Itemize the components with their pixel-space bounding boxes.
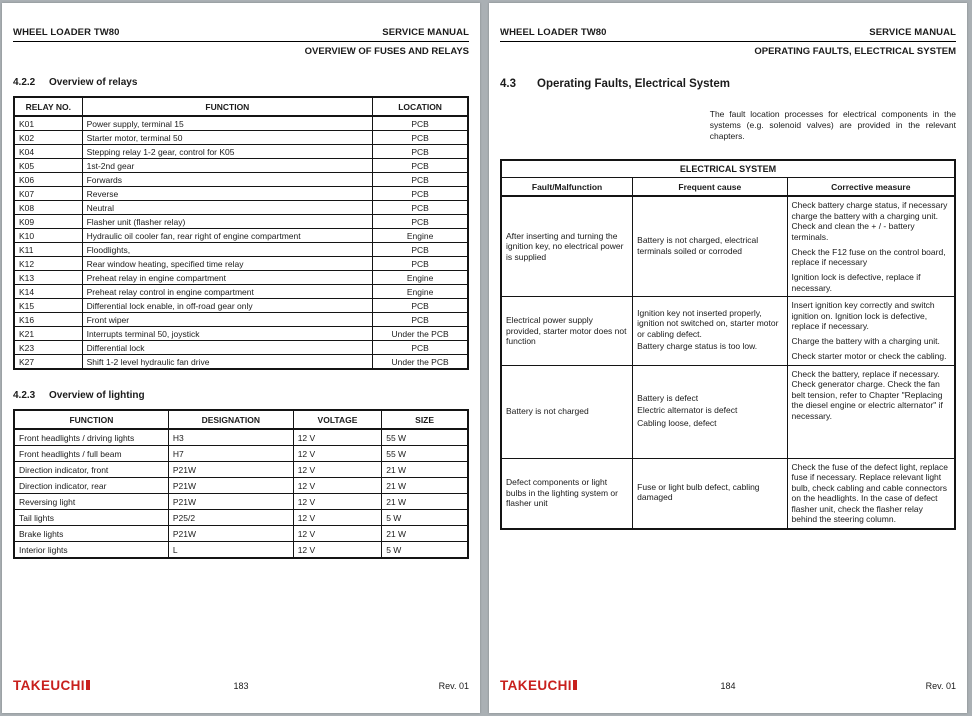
chapter-subtitle: OPERATING FAULTS, ELECTRICAL SYSTEM <box>754 46 956 57</box>
takeuchi-logo: TAKEUCHI <box>13 678 90 693</box>
chapter-subtitle: OVERVIEW OF FUSES AND RELAYS <box>304 46 469 57</box>
manual-label: SERVICE MANUAL <box>382 27 469 38</box>
fault-cell: Defect components or light bulbs in the lighting system or flasher unit <box>501 458 633 529</box>
page-header <box>13 27 469 42</box>
cause-paragraph: Battery is defect <box>637 392 699 403</box>
table-row <box>14 285 468 299</box>
light-function-cell: Tail lights <box>14 510 168 526</box>
light-function-cell: Direction indicator, rear <box>14 478 168 494</box>
relay-location-cell: PCB <box>373 145 468 159</box>
relay-location-cell: PCB <box>373 299 468 313</box>
relay-no-cell: K13 <box>14 271 82 285</box>
table-row <box>14 173 468 187</box>
relay-no-cell: K08 <box>14 201 82 215</box>
relay-location-cell: PCB <box>373 131 468 145</box>
table-row <box>14 116 468 131</box>
fault-cell: After inserting and turning the ignition key, no electrical power is supplied <box>501 196 633 297</box>
page-number: 184 <box>720 680 736 691</box>
fault-cell: Electrical power supply provided, starter motor does not function <box>501 297 633 366</box>
table-row <box>14 145 468 159</box>
cause-paragraph: Ignition key not inserted properly, ignition not switched on, starter motor or cabling defect. <box>637 307 779 339</box>
light-function-cell: Brake lights <box>14 526 168 542</box>
table-row <box>14 494 468 510</box>
relay-no-cell: K04 <box>14 145 82 159</box>
relay-no-cell: K12 <box>14 257 82 271</box>
light-function-cell: Front headlights / full beam <box>14 446 168 462</box>
table-row <box>14 462 468 478</box>
measure-paragraph: Ignition lock is defective, replace if necessary. <box>791 272 921 293</box>
table-row <box>14 257 468 271</box>
measure-paragraph: Check the F12 fuse on the control board, replace if necessary <box>791 246 946 267</box>
measure-paragraph: Charge the battery with a charging unit. <box>791 336 940 346</box>
relay-no-cell: K02 <box>14 131 82 145</box>
relay-function-cell: Differential lock <box>82 341 373 355</box>
relay-location-cell: PCB <box>373 243 468 257</box>
relay-function-cell: Differential lock enable, in off-road gear only <box>82 299 373 313</box>
relay-no-cell: K07 <box>14 187 82 201</box>
relay-function-cell: Forwards <box>82 173 373 187</box>
table-row <box>501 297 955 366</box>
table-row <box>14 429 468 446</box>
relay-location-cell: PCB <box>373 201 468 215</box>
page-footer <box>500 678 956 693</box>
page-footer <box>13 678 469 693</box>
cause-paragraph: Electric alternator is defect <box>637 405 738 416</box>
table-row <box>501 196 955 297</box>
relay-no-cell: K16 <box>14 313 82 327</box>
relay-no-cell: K23 <box>14 341 82 355</box>
relay-location-cell: PCB <box>373 116 468 131</box>
light-voltage-cell: 12 V <box>293 446 382 462</box>
relay-function-cell: Reverse <box>82 187 373 201</box>
relay-location-cell: Under the PCB <box>373 327 468 341</box>
col-header-voltage: VOLTAGE <box>293 410 382 429</box>
section-title: Operating Faults, Electrical System <box>537 78 731 90</box>
fault-cell: Battery is not charged <box>501 365 633 458</box>
col-header-function: FUNCTION <box>82 97 373 116</box>
table-row <box>14 159 468 173</box>
section-heading-operating-faults <box>500 78 956 90</box>
relay-location-cell: PCB <box>373 159 468 173</box>
measure-cell <box>787 365 955 458</box>
section-heading-relays <box>13 77 469 88</box>
col-header-measure: Corrective measure <box>787 178 955 197</box>
table-row <box>14 355 468 370</box>
light-size-cell: 5 W <box>382 542 468 559</box>
light-voltage-cell: 12 V <box>293 510 382 526</box>
table-row <box>14 229 468 243</box>
page-right <box>489 3 967 713</box>
relay-location-cell: PCB <box>373 173 468 187</box>
light-designation-cell: L <box>168 542 293 559</box>
table-row <box>501 458 955 529</box>
relay-no-cell: K05 <box>14 159 82 173</box>
relay-no-cell: K21 <box>14 327 82 341</box>
cause-paragraph: Cabling loose, defect <box>637 417 717 428</box>
fault-table-header <box>501 160 955 196</box>
light-voltage-cell: 12 V <box>293 494 382 510</box>
table-row <box>14 526 468 542</box>
relay-function-cell: Starter motor, terminal 50 <box>82 131 373 145</box>
relay-location-cell: PCB <box>373 187 468 201</box>
relay-table-body <box>14 116 468 369</box>
table-row <box>14 131 468 145</box>
relay-function-cell: Stepping relay 1-2 gear, control for K05 <box>82 145 373 159</box>
relay-location-cell: Engine <box>373 271 468 285</box>
relay-no-cell: K14 <box>14 285 82 299</box>
table-row <box>501 365 955 458</box>
table-row <box>14 187 468 201</box>
table-row <box>14 215 468 229</box>
light-designation-cell: P21W <box>168 494 293 510</box>
light-voltage-cell: 12 V <box>293 429 382 446</box>
col-header-relay-no: RELAY NO. <box>14 97 82 116</box>
col-header-designation: DESIGNATION <box>168 410 293 429</box>
light-designation-cell: P21W <box>168 478 293 494</box>
measure-cell <box>787 196 955 297</box>
relay-function-cell: Front wiper <box>82 313 373 327</box>
light-designation-cell: P21W <box>168 526 293 542</box>
light-voltage-cell: 12 V <box>293 478 382 494</box>
electrical-fault-table <box>500 159 956 530</box>
table-row <box>14 313 468 327</box>
table-row <box>14 341 468 355</box>
measure-cell <box>787 458 955 529</box>
section-number: 4.3 <box>500 78 516 90</box>
relay-function-cell: Rear window heating, specified time relay <box>82 257 373 271</box>
col-header-cause: Frequent cause <box>633 178 787 197</box>
relay-location-cell: PCB <box>373 215 468 229</box>
manual-label: SERVICE MANUAL <box>869 27 956 38</box>
table-row <box>14 327 468 341</box>
light-designation-cell: H3 <box>168 429 293 446</box>
light-size-cell: 21 W <box>382 478 468 494</box>
relay-location-cell: Engine <box>373 285 468 299</box>
lighting-table-body <box>14 429 468 558</box>
cause-paragraph: Fuse or light bulb defect, cabling damaged <box>637 481 760 502</box>
table-row <box>14 271 468 285</box>
light-size-cell: 21 W <box>382 494 468 510</box>
light-function-cell: Front headlights / driving lights <box>14 429 168 446</box>
cause-cell <box>633 196 787 297</box>
col-header-function: FUNCTION <box>14 410 168 429</box>
relay-function-cell: Preheat relay in engine compartment <box>82 271 373 285</box>
relay-function-cell: Power supply, terminal 15 <box>82 116 373 131</box>
relay-function-cell: Hydraulic oil cooler fan, rear right of engine compartment <box>82 229 373 243</box>
relay-location-cell: PCB <box>373 257 468 271</box>
measure-paragraph: Check the battery, replace if necessary. Check generator charge. Check the fan belt tension, refer to Chapter "Replacing the diesel engine or electric alternator" if necessary. <box>791 368 943 421</box>
table-row <box>14 446 468 462</box>
light-designation-cell: H7 <box>168 446 293 462</box>
light-voltage-cell: 12 V <box>293 542 382 559</box>
light-voltage-cell: 12 V <box>293 526 382 542</box>
cause-cell <box>633 365 787 458</box>
relay-no-cell: K06 <box>14 173 82 187</box>
section-number: 4.2.2 <box>13 77 36 88</box>
lighting-table <box>13 409 469 559</box>
page-number: 183 <box>233 680 249 691</box>
relay-function-cell: 1st-2nd gear <box>82 159 373 173</box>
table-title: ELECTRICAL SYSTEM <box>501 160 955 178</box>
light-function-cell: Interior lights <box>14 542 168 559</box>
relay-table-header <box>14 97 468 116</box>
revision-label: Rev. 01 <box>925 680 956 691</box>
logo-bar-icon <box>86 680 90 690</box>
table-row <box>14 299 468 313</box>
cause-paragraph: Battery charge status is too low. <box>637 341 758 352</box>
doc-title: WHEEL LOADER TW80 <box>13 27 120 38</box>
takeuchi-logo: TAKEUCHI <box>500 678 577 693</box>
table-row <box>14 542 468 559</box>
section-number: 4.2.3 <box>13 390 36 401</box>
cause-cell <box>633 297 787 366</box>
relay-no-cell: K10 <box>14 229 82 243</box>
page-left <box>2 3 480 713</box>
relay-location-cell: Under the PCB <box>373 355 468 370</box>
relay-function-cell: Shift 1-2 level hydraulic fan drive <box>82 355 373 370</box>
relay-no-cell: K01 <box>14 116 82 131</box>
revision-label: Rev. 01 <box>438 680 469 691</box>
relay-function-cell: Neutral <box>82 201 373 215</box>
light-size-cell: 21 W <box>382 526 468 542</box>
col-header-fault: Fault/Malfunction <box>501 178 633 197</box>
fault-table-body <box>501 196 955 529</box>
page-header <box>500 27 956 42</box>
light-function-cell: Reversing light <box>14 494 168 510</box>
relay-function-cell: Floodlights, <box>82 243 373 257</box>
measure-paragraph: Check starter motor or check the cabling. <box>791 351 947 361</box>
light-designation-cell: P21W <box>168 462 293 478</box>
table-row <box>14 201 468 215</box>
section-title: Overview of lighting <box>49 390 145 401</box>
light-size-cell: 21 W <box>382 462 468 478</box>
relay-no-cell: K11 <box>14 243 82 257</box>
table-row <box>14 478 468 494</box>
intro-paragraph: The fault location processes for electrical components in the systems (e.g. solenoid valves) are provided in the relevant chapters. <box>709 109 956 141</box>
table-row <box>14 243 468 257</box>
relay-function-cell: Flasher unit (flasher relay) <box>82 215 373 229</box>
light-size-cell: 5 W <box>382 510 468 526</box>
measure-paragraph: Check battery charge status, if necessary charge the battery with a charging unit. Check and clean the + / - battery terminals. <box>791 200 948 242</box>
col-header-location: LOCATION <box>373 97 468 116</box>
relay-no-cell: K15 <box>14 299 82 313</box>
relay-location-cell: PCB <box>373 313 468 327</box>
relay-function-cell: Preheat relay control in engine compartment <box>82 285 373 299</box>
cause-paragraph: Battery is not charged, electrical terminals soiled or corroded <box>637 235 759 256</box>
light-size-cell: 55 W <box>382 446 468 462</box>
doc-title: WHEEL LOADER TW80 <box>500 27 607 38</box>
light-size-cell: 55 W <box>382 429 468 446</box>
measure-cell <box>787 297 955 366</box>
light-voltage-cell: 12 V <box>293 462 382 478</box>
light-function-cell: Direction indicator, front <box>14 462 168 478</box>
section-heading-lighting <box>13 390 469 401</box>
lighting-table-header <box>14 410 468 429</box>
section-title: Overview of relays <box>49 77 138 88</box>
col-header-size: SIZE <box>382 410 468 429</box>
measure-paragraph: Insert ignition key correctly and switch ignition on. Ignition lock is defective, replace if necessary. <box>791 300 935 331</box>
relay-location-cell: Engine <box>373 229 468 243</box>
relay-no-cell: K09 <box>14 215 82 229</box>
cause-cell <box>633 458 787 529</box>
table-row <box>14 510 468 526</box>
logo-bar-icon <box>573 680 577 690</box>
relay-function-cell: Interrupts terminal 50, joystick <box>82 327 373 341</box>
relay-location-cell: PCB <box>373 341 468 355</box>
light-designation-cell: P25/2 <box>168 510 293 526</box>
measure-paragraph: Check the fuse of the defect light, replace fuse if necessary. Replace relevant light bulb, check cabling and cable connectors on the headlights. In the case of defect flasher unit, check the flasher relay behind the steering column. <box>791 461 948 524</box>
relay-table <box>13 96 469 370</box>
relay-no-cell: K27 <box>14 355 82 370</box>
